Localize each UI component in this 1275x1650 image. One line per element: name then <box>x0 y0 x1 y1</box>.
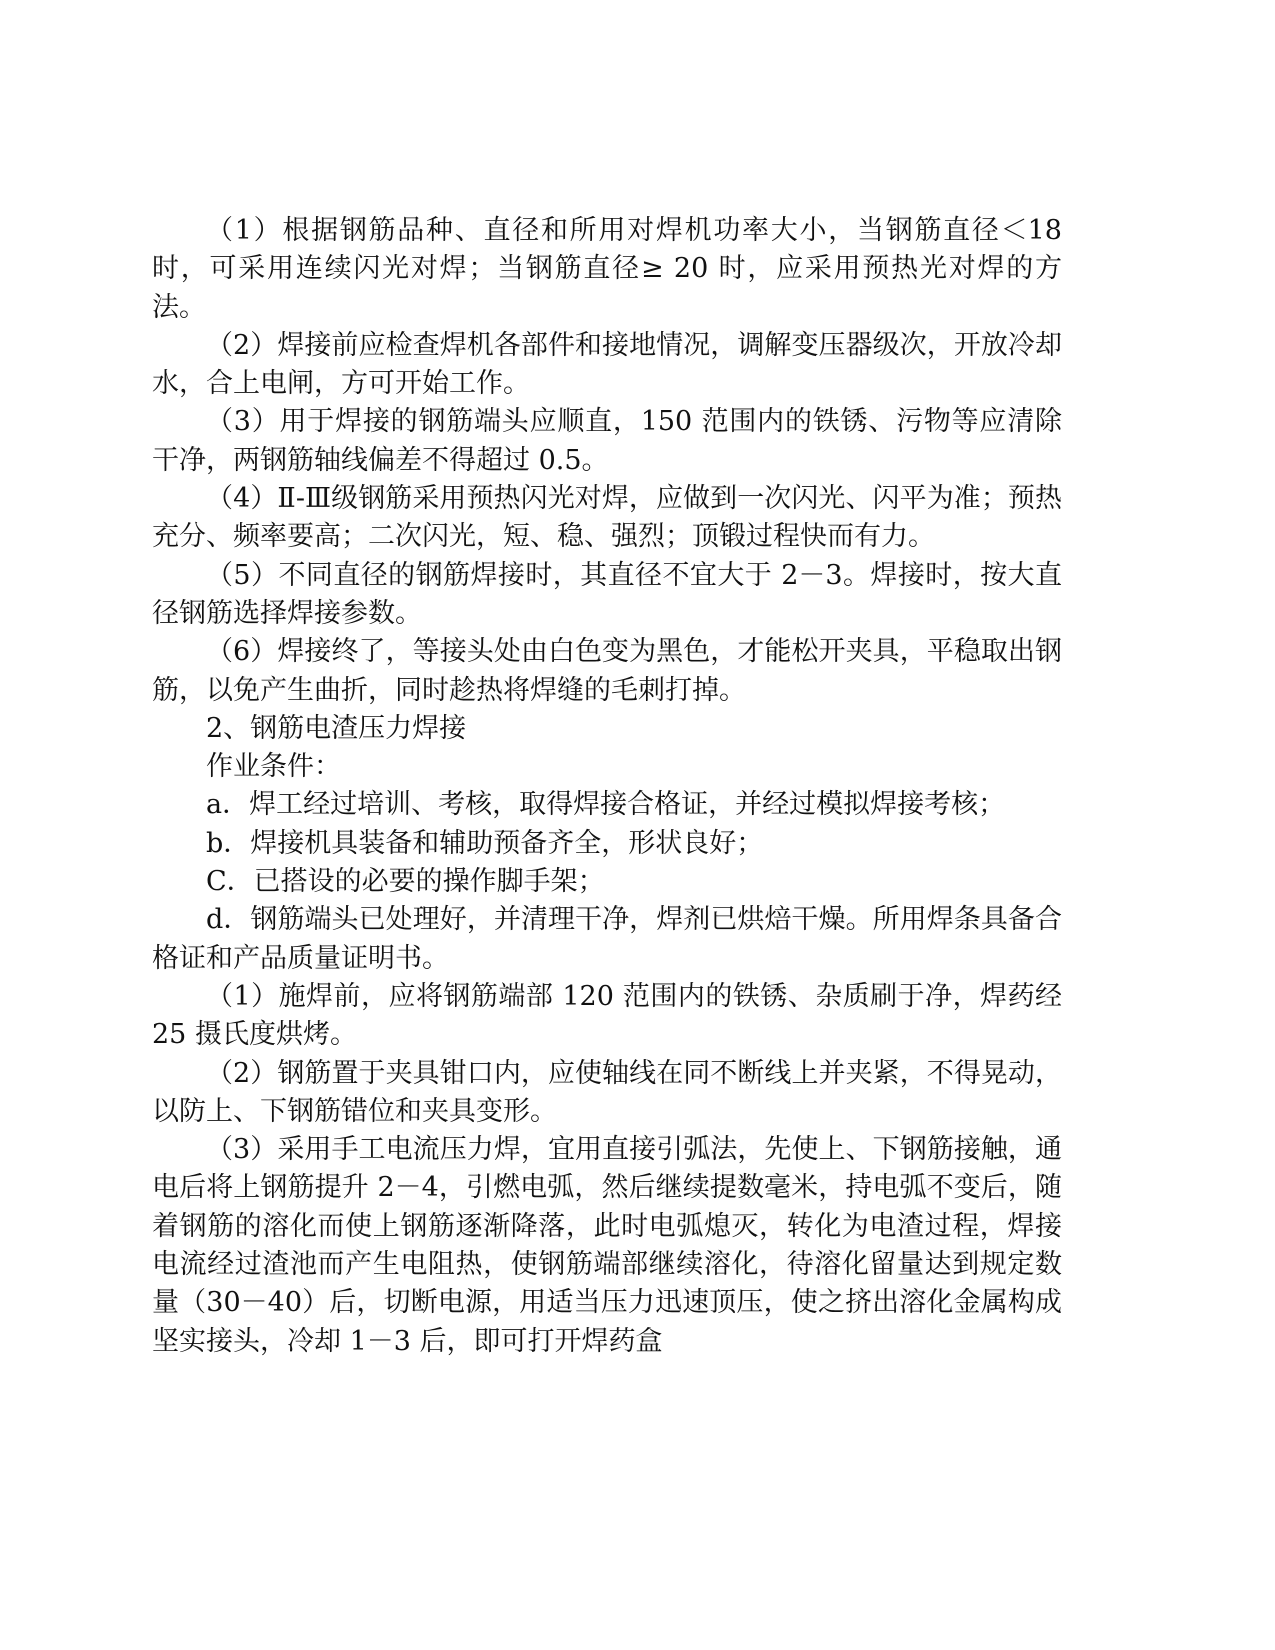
condition-item-a: a．焊工经过培训、考核，取得焊接合格证，并经过模拟焊接考核； <box>206 789 1006 821</box>
condition-item-b: b．焊接机具装备和辅助预备齐全，形状良好； <box>206 827 764 859</box>
condition-item-c: C．已搭设的必要的操作脚手架； <box>206 866 605 898</box>
document-body <box>152 212 1062 1361</box>
paragraph-flash-butt-3: （3）用于焊接的钢筋端头应顺直，150 范围内的铁锈、污物等应清除干净，两钢筋轴线偏差不得超过 0.5。 <box>152 406 1062 476</box>
paragraph-flash-butt-1: （1）根据钢筋品种、直径和所用对焊机功率大小，当钢筋直径＜18时，可采用连续闪光对焊；当钢筋直径≥ 20 时，应采用预热光对焊的方法。 <box>152 215 1062 323</box>
paragraph-flash-butt-2: （2）焊接前应检查焊机各部件和接地情况，调解变压器级次，开放冷却水，合上电闸，方可开始工作。 <box>152 329 1062 400</box>
paragraph-electroslag-3: （3）采用手工电流压力焊，宜用直接引弧法，先使上、下钢筋接触，通电后将上钢筋提升 2－4，引燃电弧，然后继续提数毫米，持电弧不变后，随着钢筋的溶化而使上钢筋逐渐降落，此时电弧熄灭，转化为电渣过程，焊接电流经过渣池而产生电阻热，使钢筋端部继续溶化，待溶化留量达到规定数量（30－40）后，切断电源，用适当压力迅速顶压，使之挤出溶化金属构成坚实接头，冷却 1－3 后，即可打开焊药盒 <box>152 1134 1062 1357</box>
paragraph-flash-butt-5: （5）不同直径的钢筋焊接时，其直径不宜大于 2－3。焊接时，按大直径钢筋选择焊接参数。 <box>152 559 1062 629</box>
paragraph-flash-butt-4: （4）Ⅱ-Ⅲ级钢筋采用预热闪光对焊，应做到一次闪光、闪平为准；预热充分、频率要高；二次闪光，短、稳、强烈；顶锻过程快而有力。 <box>152 483 1062 553</box>
paragraph-electroslag-1: （1）施焊前，应将钢筋端部 120 范围内的铁锈、杂质刷于净，焊药经 25 摄氏度烘烤。 <box>152 980 1062 1051</box>
subheading-work-conditions: 作业条件： <box>206 751 341 783</box>
condition-item-d: d．钢筋端头已处理好，并清理干净，焊剂已烘焙干燥。所用焊条具备合格证和产品质量证明书。 <box>152 904 1062 974</box>
paragraph-electroslag-2: （2）钢筋置于夹具钳口内，应使轴线在同不断线上并夹紧，不得晃动，以防上、下钢筋错位和夹具变形。 <box>152 1057 1062 1127</box>
section-heading-electroslag: 2、钢筋电渣压力焊接 <box>206 712 467 744</box>
paragraph-flash-butt-6: （6）焊接终了，等接头处由白色变为黑色，才能松开夹具，平稳取出钢筋，以免产生曲折，同时趁热将焊缝的毛刺打掉。 <box>152 636 1062 706</box>
